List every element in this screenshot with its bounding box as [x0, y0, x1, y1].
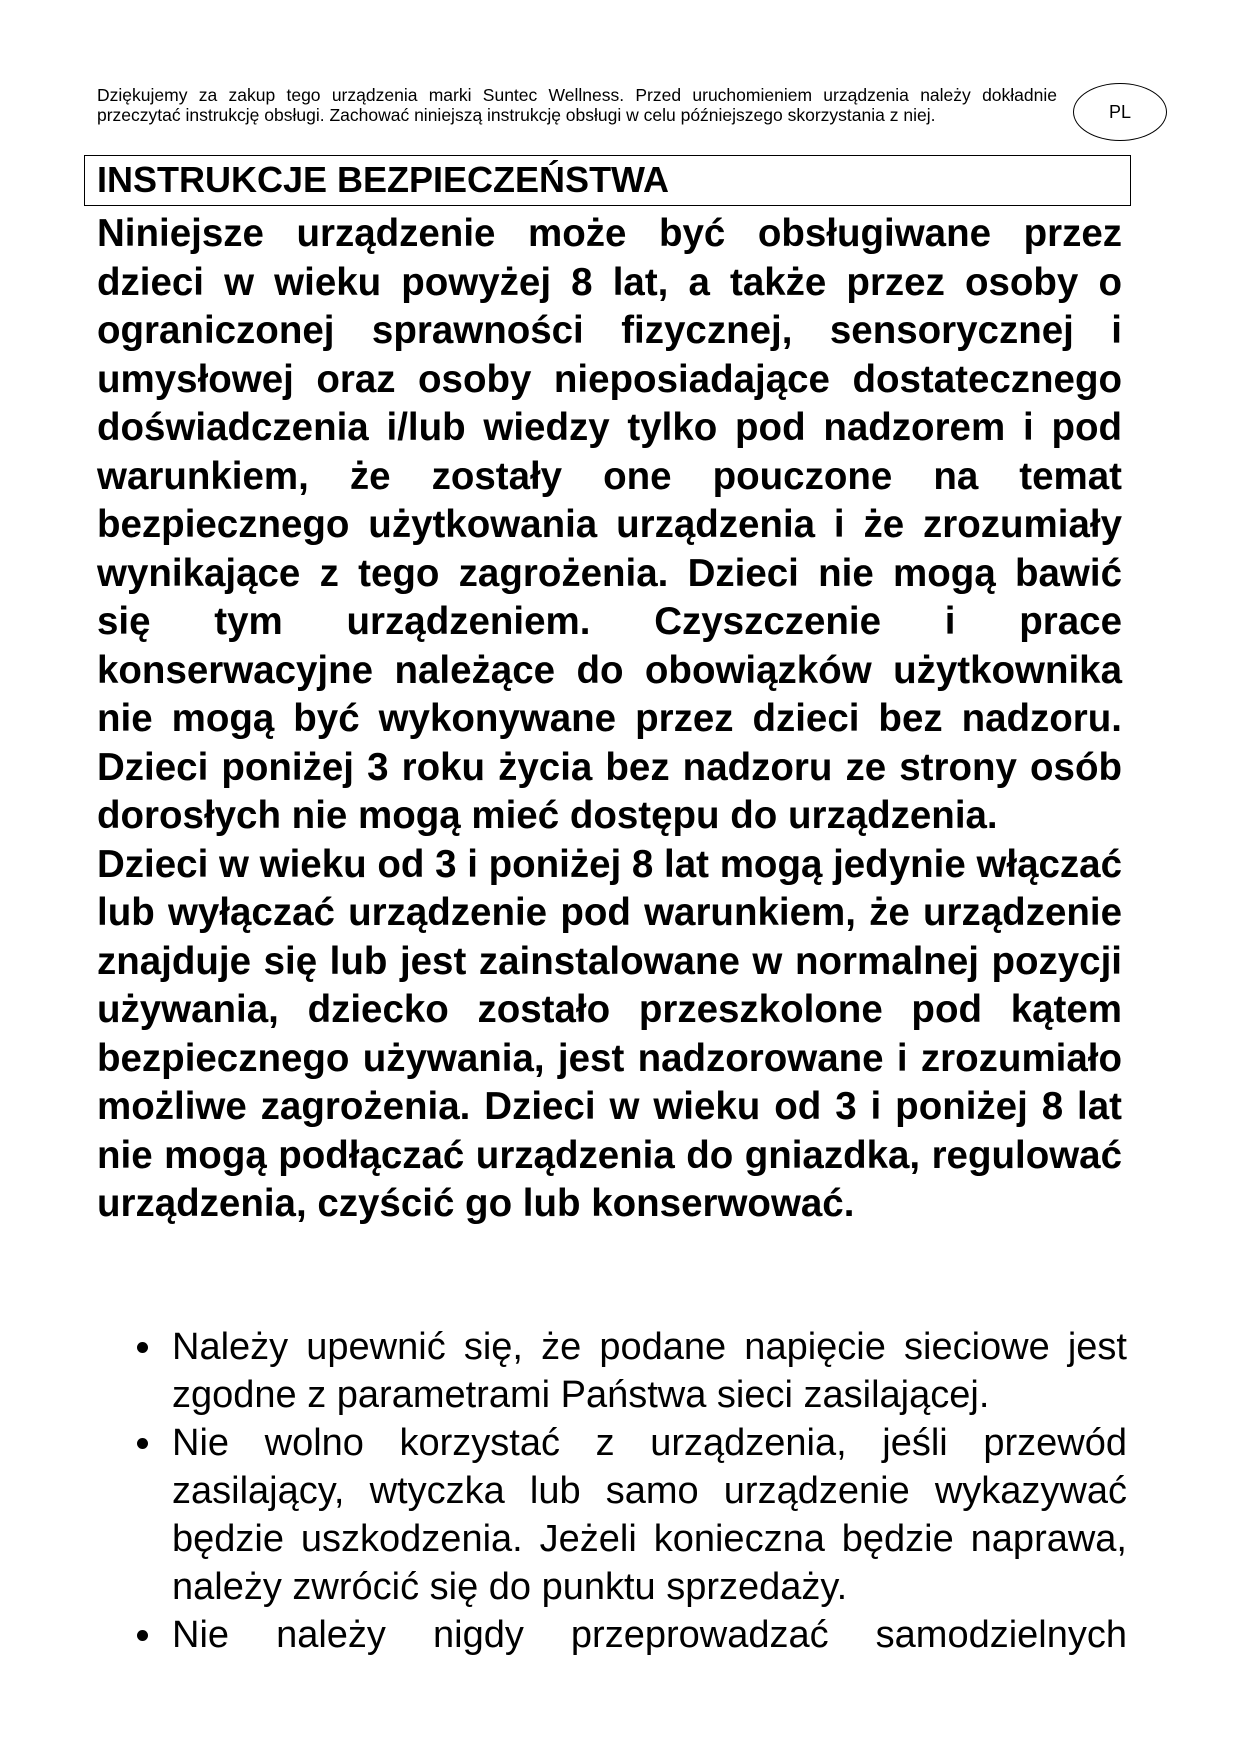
language-badge-label: PL — [1108, 101, 1132, 122]
list-item-text: Nie należy nigdy przeprowadzać samodzielnych — [172, 1614, 1127, 1656]
list-item — [97, 1323, 1127, 1419]
safety-bullet-list — [97, 1323, 1127, 1659]
bullet-dot-icon — [137, 1630, 148, 1641]
list-item — [97, 1611, 1127, 1659]
list-item-text: Nie wolno korzystać z urządzenia, jeśli przewód zasilający, wtyczka lub samo urządzenie wykazywać będzie uszkodzenia. Jeżeli konieczna będzie naprawa, należy zwrócić się do punktu sprzedaży. — [172, 1422, 1127, 1608]
list-item — [97, 1419, 1127, 1611]
list-item-text: Należy upewnić się, że podane napięcie sieciowe jest zgodne z parametrami Państwa sieci zasilającej. — [172, 1326, 1127, 1416]
bullet-dot-icon — [137, 1438, 148, 1449]
language-badge — [1073, 83, 1167, 141]
safety-warning-block — [97, 210, 1122, 1229]
intro-text: Dziękujemy za zakup tego urządzenia marki Suntec Wellness. Przed uruchomieniem urządzenia należy dokładnie przeczytać instrukcję obsługi. Zachować niniejszą instrukcję obsługi w celu późniejszego skorzystania z niej. — [97, 85, 1057, 125]
safety-paragraph: Niniejsze urządzenie może być obsługiwane przez dzieci w wieku powyżej 8 lat, a także przez osoby o ograniczonej sprawności fizycznej, sensorycznej i umysłowej oraz osoby nieposiadające dostatecznego doświadczenia i/lub wiedzy tylko pod nadzorem i pod warunkiem, że zostały one pouczone na temat bezpiecznego użytkowania urządzenia i że zrozumiały wynikające z tego zagrożenia. Dzieci nie mogą bawić się tym urządzeniem. Czyszczenie i prace konserwacyjne należące do obowiązków użytkownika nie mogą być wykonywane przez dzieci bez nadzoru. Dzieci poniżej 3 roku życia bez nadzoru ze strony osób dorosłych nie mogą mieć dostępu do urządzenia. — [97, 212, 1122, 837]
bullet-dot-icon — [137, 1342, 148, 1353]
section-title: INSTRUKCJE BEZPIECZEŃSTWA — [84, 155, 1131, 206]
safety-paragraph: Dzieci w wieku od 3 i poniżej 8 lat mogą jedynie włączać lub wyłączać urządzenie pod warunkiem, że urządzenie znajduje się lub jest zainstalowane w normalnej pozycji używania, dziecko zostało przeszkolone pod kątem bezpiecznego używania, jest nadzorowane i zrozumiało możliwe zagrożenia. Dzieci w wieku od 3 i poniżej 8 lat nie mogą podłączać urządzenia do gniazdka, regulować urządzenia, czyścić go lub konserwować. — [97, 842, 1122, 1225]
